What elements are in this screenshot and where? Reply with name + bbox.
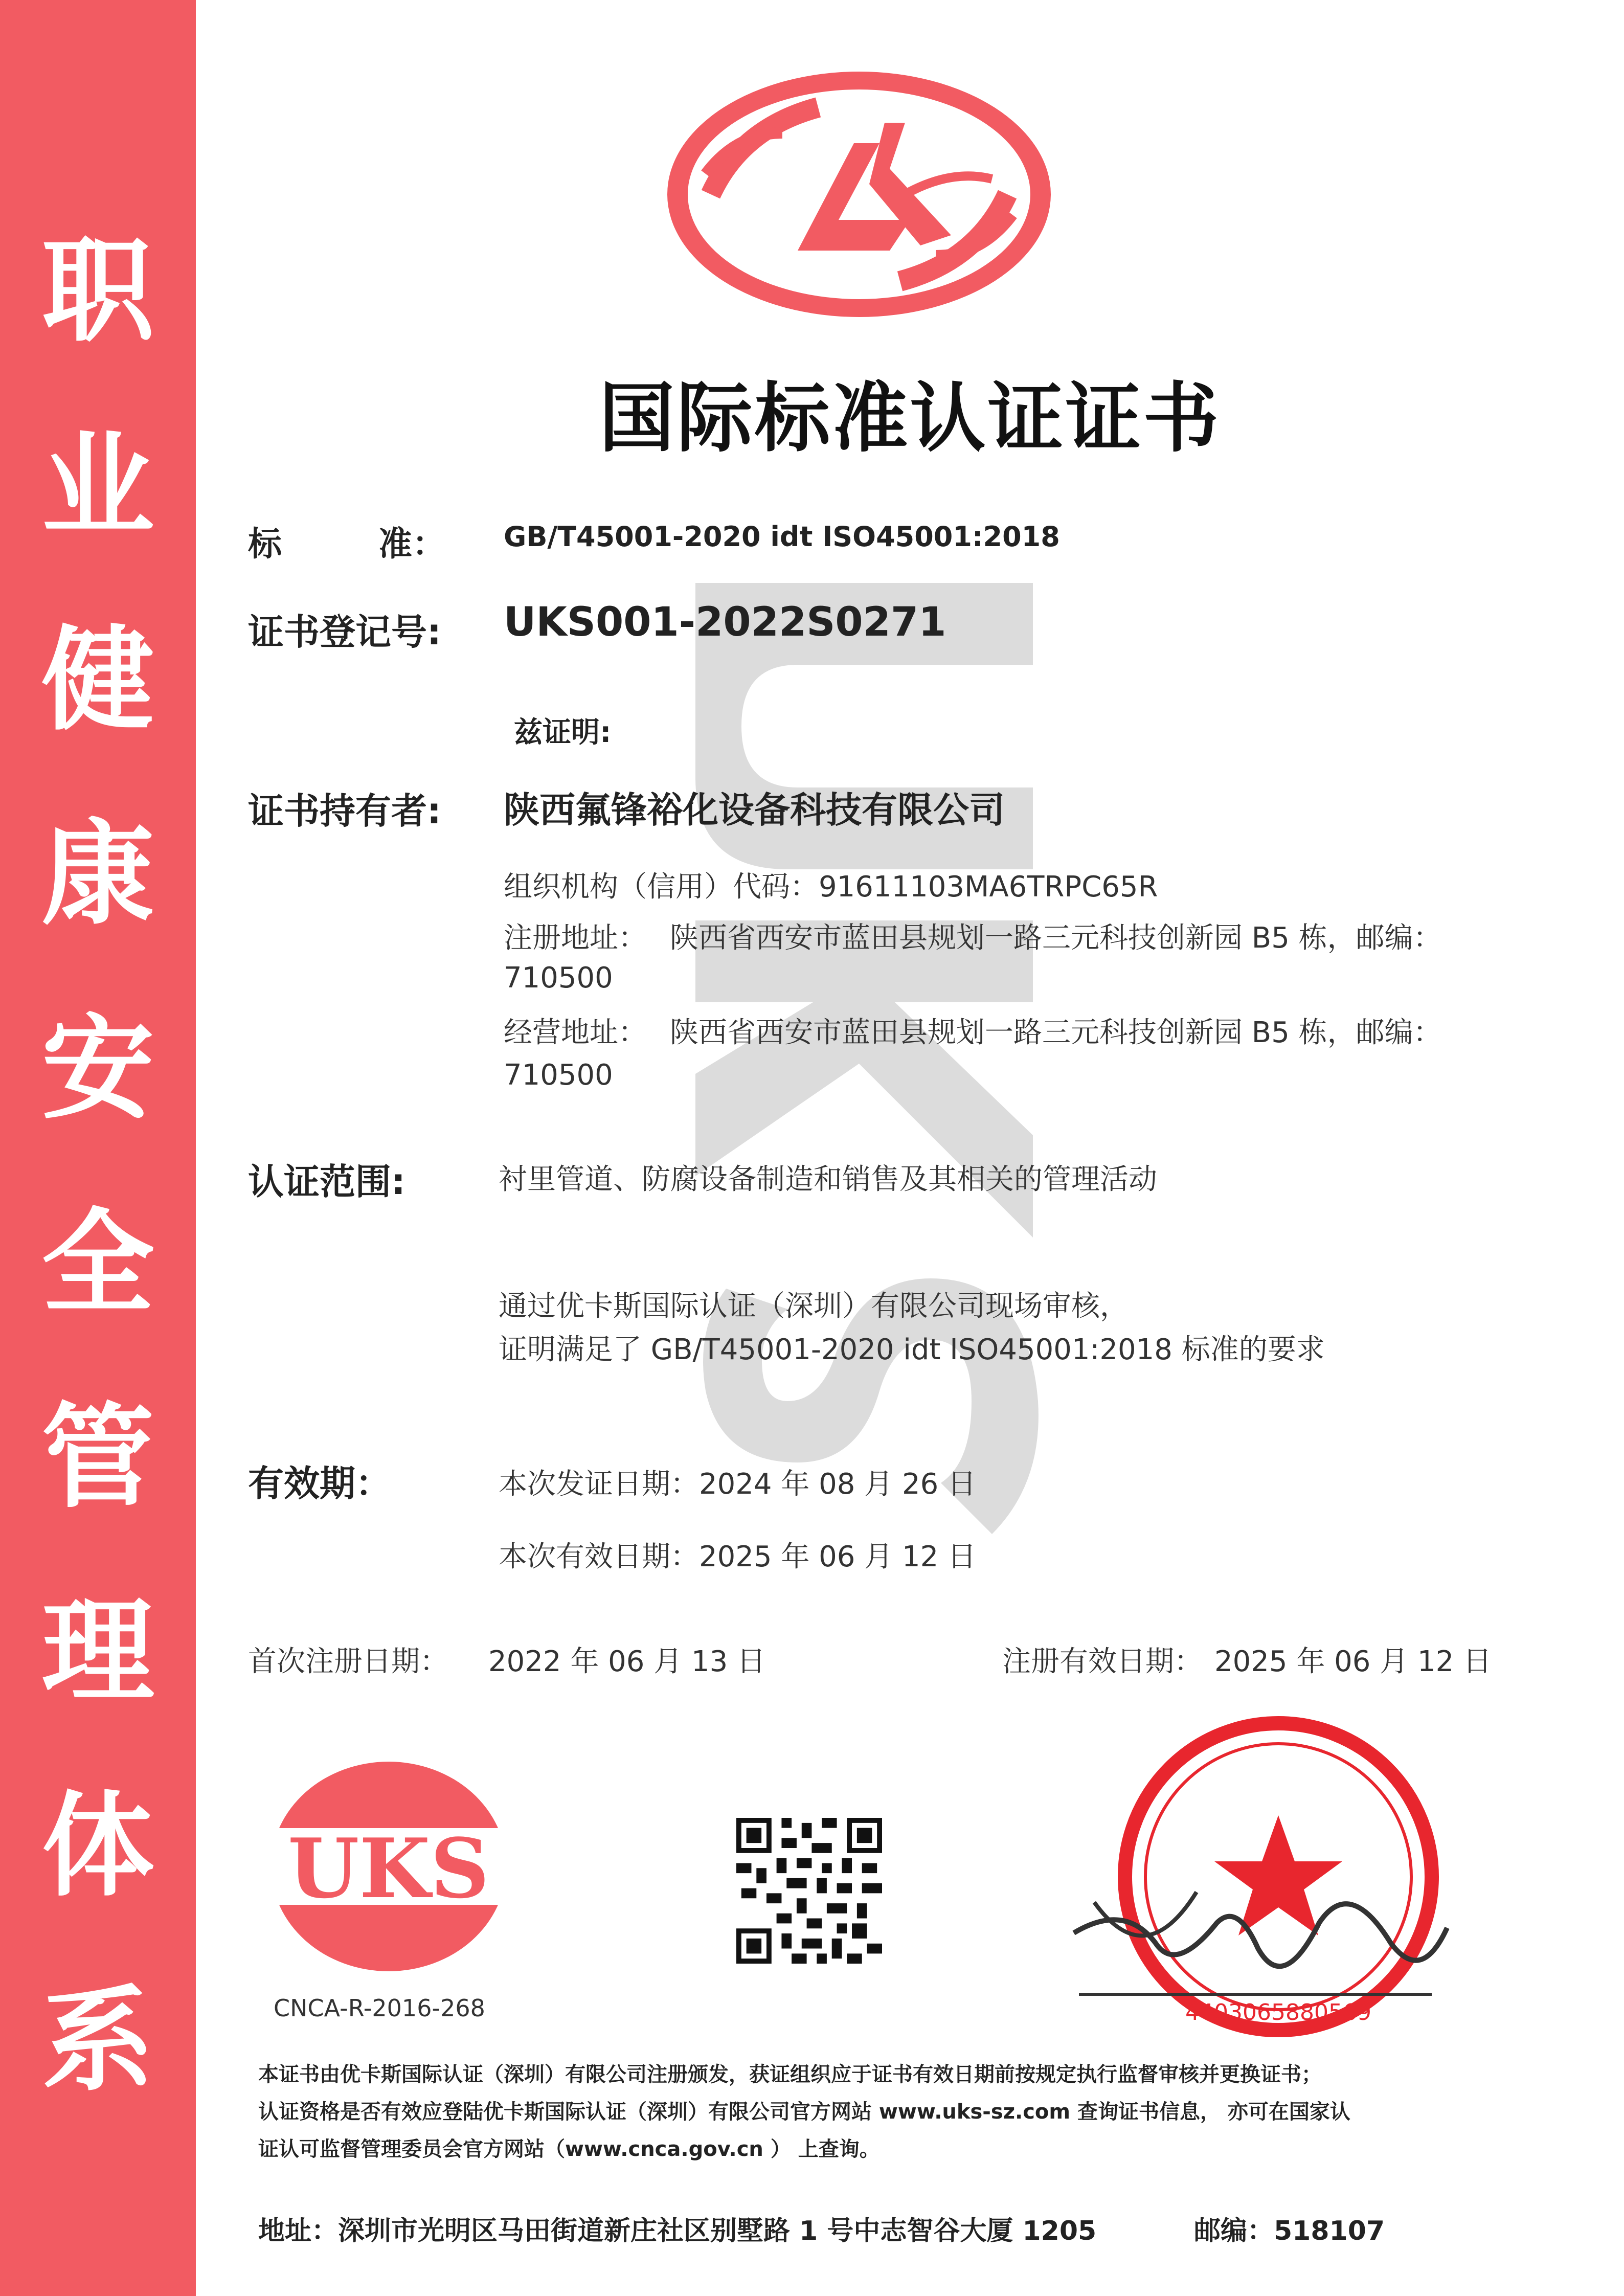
side-char: 全 <box>41 1198 154 1329</box>
certificate-title: 国际标准认证证书 <box>599 374 1221 462</box>
op-addr: 陕西省西安市蓝田县规划一路三元科技创新园 B5 栋，邮编： <box>670 1016 1442 1049</box>
reg-zip: 710500 <box>504 961 613 995</box>
standard-label-1: 标 <box>248 524 282 564</box>
side-char: 理 <box>41 1586 154 1717</box>
audit-line-2: 证明满足了 GB/T45001-2020 idt ISO45001:2018 标准的要求 <box>499 1333 1325 1366</box>
uks-watermark <box>665 562 1064 1611</box>
first-reg-label: 首次注册日期： <box>248 1645 448 1678</box>
issue-date: 本次发证日期：2024 年 08 月 26 日 <box>499 1468 977 1501</box>
notice-line-1: 本证书由优卡斯国际认证（深圳）有限公司注册颁发，获证组织应于证书有效日期前按规定执行监督审核并更换证书； <box>258 2063 1322 2086</box>
registration-number: UKS001-2022S0271 <box>504 599 946 645</box>
side-banner <box>0 0 196 2296</box>
reg-valid-date: 2025 年 06 月 12 日 <box>1214 1645 1492 1678</box>
validity-label: 有效期： <box>248 1462 391 1504</box>
notice-line-2: 认证资格是否有效应登陆优卡斯国际认证（深圳）有限公司官方网站 www.uks-sz.com 查询证书信息， 亦可在国家认 <box>258 2100 1350 2124</box>
side-char: 系 <box>41 1975 154 2106</box>
reg-valid-label: 注册有效日期： <box>1002 1645 1203 1678</box>
hereby-label: 兹证明: <box>514 716 612 749</box>
registration-label: 证书登记号: <box>248 611 441 653</box>
expire-date: 本次有效日期：2025 年 06 月 12 日 <box>499 1540 977 1573</box>
side-char: 业 <box>41 420 154 551</box>
op-zip: 710500 <box>504 1059 613 1092</box>
standard-value: GB/T45001-2020 idt ISO45001:2018 <box>504 521 1060 553</box>
cnca-code: CNCA-R-2016-268 <box>274 1994 485 2022</box>
op-addr-label: 经营地址： <box>504 1016 647 1049</box>
uks-logo-text: UKS <box>287 1820 490 1917</box>
side-char: 安 <box>41 1003 154 1134</box>
seal-number: 4403065880569 <box>1185 1999 1371 2025</box>
company-seal-icon <box>1064 1708 1452 2045</box>
side-char: 职 <box>41 226 154 357</box>
qr-code-icon[interactable] <box>736 1818 882 1964</box>
side-char: 健 <box>41 615 154 746</box>
side-char: 管 <box>41 1392 154 1523</box>
holder-label: 证书持有者: <box>248 790 441 832</box>
scope-label: 认证范围: <box>248 1161 405 1203</box>
uks-logo-icon <box>268 1759 509 1974</box>
footer-address: 地址：深圳市光明区马田街道新庄社区别墅路 1 号中志智谷大厦 1205 <box>258 2216 1097 2246</box>
scope-value: 衬里管道、防腐设备制造和销售及其相关的管理活动 <box>499 1163 1157 1196</box>
footer-postcode: 邮编：518107 <box>1194 2216 1385 2246</box>
uks-globe-logo-icon <box>665 66 1053 322</box>
side-char: 体 <box>41 1781 154 1911</box>
reg-addr: 陕西省西安市蓝田县规划一路三元科技创新园 B5 栋，邮编： <box>670 921 1442 955</box>
holder-name: 陕西氟锋裕化设备科技有限公司 <box>504 789 1005 831</box>
audit-line-1: 通过优卡斯国际认证（深圳）有限公司现场审核， <box>499 1290 1129 1323</box>
first-reg-date: 2022 年 06 月 13 日 <box>488 1645 766 1678</box>
side-char: 康 <box>41 809 154 940</box>
org-code: 组织机构（信用）代码：91611103MA6TRPC65R <box>504 870 1158 904</box>
notice-line-3: 证认可监督管理委员会官方网站（www.cnca.gov.cn ） 上查询。 <box>258 2137 880 2161</box>
reg-addr-label: 注册地址： <box>504 921 647 955</box>
standard-label-2: 准： <box>378 524 446 564</box>
